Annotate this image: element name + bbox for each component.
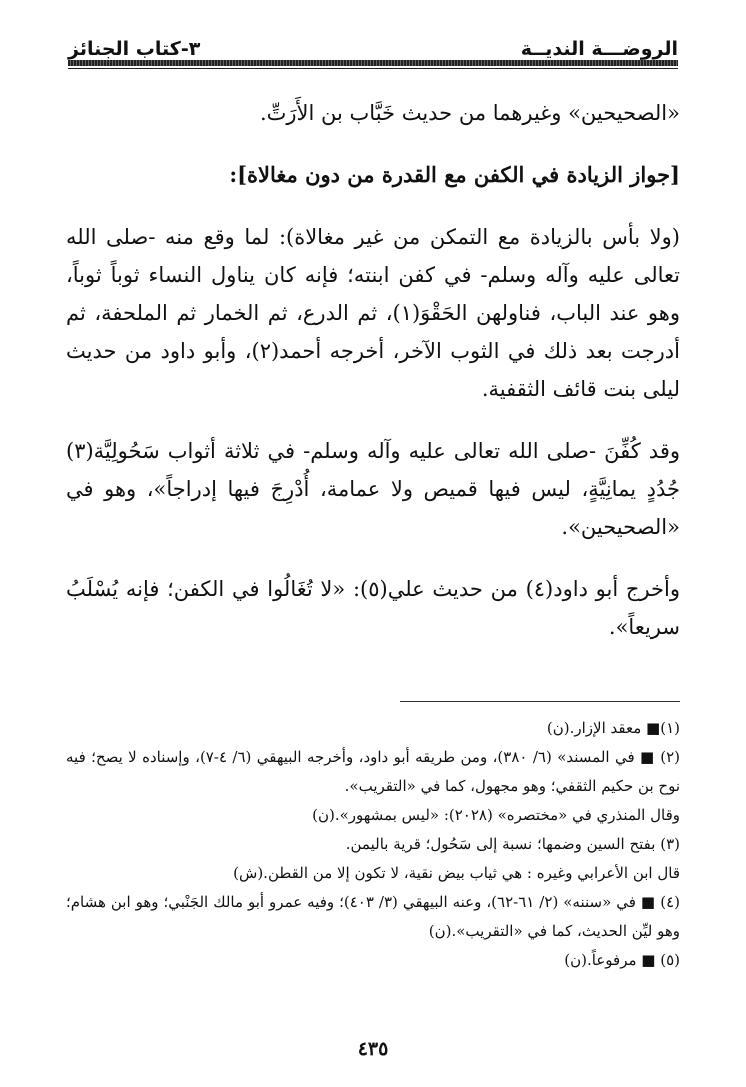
paragraph-prophet-shroud: وقد كُفِّنَ -صلى الله تعالى عليه وآله وسلم- في ثلاثة أثواب سَحُولِيَّة(٣) جُدُدٍ يمانِيَّةٍ، ليس فيها قميص ولا عمامة، أُدْرِجَ فيها إدراجاً»، وهو في «الصحيحين». — [66, 439, 680, 539]
section-heading: [جواز الزيادة في الكفن مع القدرة من دون مغالاة]: — [229, 162, 680, 187]
header-rule — [68, 60, 678, 66]
header-chapter: ٣-كتاب الجنائز — [68, 38, 201, 60]
footnote: وقال المنذري في «مختصره» (٢٠٢٨): «ليس بمشهور».(ن) — [312, 806, 680, 824]
footnote-separator — [400, 701, 680, 702]
footnote: قال ابن الأعرابي وغيره : هي ثياب بيض نقية، لا تكون إلا من القطن.(ش) — [233, 864, 680, 882]
footnotes — [66, 714, 680, 975]
footnote: (٣) بفتح السين وضمها؛ نسبة إلى سَحُول؛ قرية باليمن. — [345, 835, 680, 853]
main-text — [66, 94, 680, 670]
header-rule-thin — [68, 68, 678, 69]
footnote: (٥) ■ مرفوعاً.(ن) — [564, 951, 680, 969]
paragraph-shroud-increase: (ولا بأس بالزيادة مع التمكن من غير مغالاة): لما وقع منه -صلى الله تعالى عليه وآله وسلم- في كفن ابنته؛ فإنه كان يناول النساء ثوباً ثوباً، وهو عند الباب، فناولهن الحَقْوَ(١)، ثم الدرع، ثم الخمار ثم الملحفة، ثم أدرجت بعد ذلك في الثوب الآخر، أخرجه أحمد(٢)، وأبو داود من حديث ليلى بنت قائف الثقفية. — [66, 225, 680, 401]
paragraph-no-excess: وأخرج أبو داود(٤) من حديث علي(٥): «لا تُغَالُوا في الكفن؛ فإنه يُسْلَبُ سريعاً». — [66, 577, 680, 639]
page-number: ٤٣٥ — [357, 1038, 389, 1060]
header-book-title: الروضـــة النديــة — [520, 38, 678, 60]
footnote: (٤) ■ في «سننه» (٢/ ٦١-٦٢)، وعنه البيهقي (٣/ ٤٠٣)؛ وفيه عمرو أبو مالك الجَنْبي؛ وهو ابن هشام؛ وهو ليِّن الحديث، كما في «التقريب».(ن) — [66, 893, 681, 940]
running-header — [68, 26, 678, 60]
footnote: (١)■ معقد الإزار.(ن) — [546, 719, 680, 737]
footnote: (٢) ■ في المسند» (٦/ ٣٨٠)، ومن طريقه أبو داود، وأخرجه البيهقي (٦/ ٤-٧)، وإسناده لا يصح؛ فيه نوح بن حكيم الثقفي؛ وهو مجهول، كما في «التقريب». — [66, 748, 680, 795]
paragraph-continuation: «الصحيحين» وغيرهما من حديث خَبَّاب بن الأَرَتِّ. — [259, 101, 680, 125]
